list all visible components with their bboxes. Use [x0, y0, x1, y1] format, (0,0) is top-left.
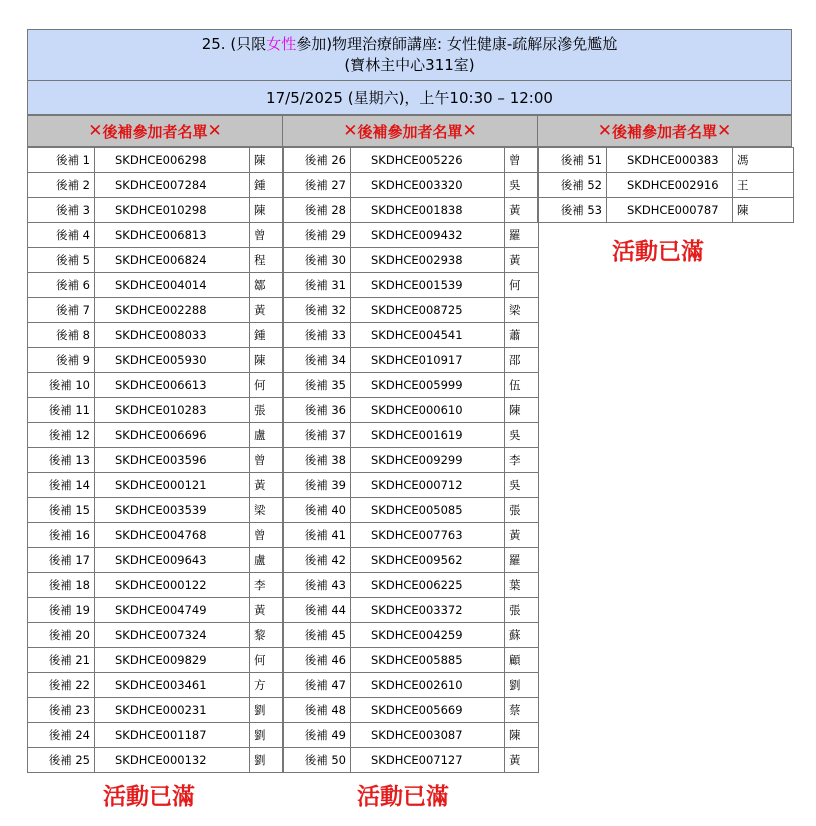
member-surname: 盧	[250, 423, 284, 448]
member-surname: 伍	[505, 373, 539, 398]
waitlist-number: 後補 9	[28, 348, 95, 373]
table-row	[28, 398, 284, 423]
member-surname: 邵	[505, 348, 539, 373]
member-surname: 張	[250, 398, 284, 423]
waitlist-number: 後補 49	[283, 723, 351, 748]
member-code: SKDHCE008033	[95, 323, 250, 348]
waitlist-number: 後補 25	[28, 748, 95, 773]
waitlist-number: 後補 39	[283, 473, 351, 498]
table-row	[28, 548, 284, 573]
member-code: SKDHCE004014	[95, 273, 250, 298]
member-surname: 葉	[505, 573, 539, 598]
member-code: SKDHCE002916	[607, 173, 733, 198]
member-surname: 黃	[250, 473, 284, 498]
member-surname: 黃	[505, 198, 539, 223]
member-surname: 馮	[733, 148, 794, 173]
member-surname: 劉	[250, 723, 284, 748]
table-row	[283, 398, 539, 423]
waitlist-number: 後補 41	[283, 523, 351, 548]
member-code: SKDHCE003539	[95, 498, 250, 523]
table-row	[28, 323, 284, 348]
waitlist-number: 後補 14	[28, 473, 95, 498]
table-row	[28, 148, 284, 173]
waitlist-table-2	[282, 147, 539, 773]
member-code: SKDHCE001838	[351, 198, 505, 223]
member-code: SKDHCE003372	[351, 598, 505, 623]
member-code: SKDHCE004541	[351, 323, 505, 348]
member-code: SKDHCE004749	[95, 598, 250, 623]
event-full-label: 活動已滿	[357, 784, 449, 810]
event-full-label: 活動已滿	[103, 784, 195, 810]
table-row	[283, 498, 539, 523]
cross-icon: ✕	[207, 121, 222, 141]
member-surname: 羅	[505, 548, 539, 573]
member-surname: 李	[250, 573, 284, 598]
table-row	[283, 523, 539, 548]
member-surname: 方	[250, 673, 284, 698]
member-code: SKDHCE005226	[351, 148, 505, 173]
member-code: SKDHCE006824	[95, 248, 250, 273]
table-row	[538, 148, 794, 173]
table-row	[28, 348, 284, 373]
table-row	[28, 723, 284, 748]
member-surname: 黃	[250, 598, 284, 623]
cross-icon: ✕	[717, 121, 732, 141]
table-row	[283, 548, 539, 573]
member-surname: 蘇	[505, 623, 539, 648]
waitlist-number: 後補 35	[283, 373, 351, 398]
waitlist-number: 後補 7	[28, 298, 95, 323]
waitlist-number: 後補 1	[28, 148, 95, 173]
member-surname: 陳	[250, 198, 284, 223]
member-surname: 陳	[505, 398, 539, 423]
table-row	[28, 748, 284, 773]
table-row	[28, 473, 284, 498]
table-row	[28, 223, 284, 248]
waitlist-header-label: 後補參加者名單	[357, 122, 463, 141]
member-surname: 陳	[505, 723, 539, 748]
member-surname: 鄒	[250, 273, 284, 298]
cross-icon: ✕	[343, 121, 358, 141]
waitlist-number: 後補 36	[283, 398, 351, 423]
table-row	[283, 323, 539, 348]
waitlist-number: 後補 2	[28, 173, 95, 198]
member-code: SKDHCE006298	[95, 148, 250, 173]
member-surname: 劉	[505, 673, 539, 698]
table-row	[538, 173, 794, 198]
table-row	[283, 623, 539, 648]
table-row	[283, 723, 539, 748]
table-row	[283, 423, 539, 448]
waitlist-header-label: 後補參加者名單	[102, 122, 208, 141]
member-code: SKDHCE000787	[607, 198, 733, 223]
member-code: SKDHCE007324	[95, 623, 250, 648]
member-code: SKDHCE000122	[95, 573, 250, 598]
member-code: SKDHCE000121	[95, 473, 250, 498]
member-code: SKDHCE002288	[95, 298, 250, 323]
member-surname: 陳	[250, 148, 284, 173]
member-surname: 何	[250, 373, 284, 398]
table-row	[283, 698, 539, 723]
waitlist-number: 後補 12	[28, 423, 95, 448]
member-surname: 吳	[505, 473, 539, 498]
waitlist-number: 後補 3	[28, 198, 95, 223]
member-surname: 陳	[733, 198, 794, 223]
waitlist-number: 後補 52	[538, 173, 607, 198]
member-code: SKDHCE005885	[351, 648, 505, 673]
table-row	[28, 423, 284, 448]
waitlist-header-1	[27, 115, 283, 147]
member-code: SKDHCE009829	[95, 648, 250, 673]
member-code: SKDHCE001619	[351, 423, 505, 448]
member-surname: 黃	[505, 248, 539, 273]
waitlist-number: 後補 40	[283, 498, 351, 523]
waitlist-number: 後補 13	[28, 448, 95, 473]
waitlist-number: 後補 44	[283, 598, 351, 623]
event-full-label: 活動已滿	[612, 239, 704, 265]
member-code: SKDHCE007284	[95, 173, 250, 198]
member-surname: 何	[250, 648, 284, 673]
table-row	[28, 698, 284, 723]
waitlist-number: 後補 29	[283, 223, 351, 248]
title-highlight: 女性	[266, 35, 297, 53]
waitlist-number: 後補 16	[28, 523, 95, 548]
member-surname: 梁	[250, 498, 284, 523]
member-code: SKDHCE003320	[351, 173, 505, 198]
waitlist-number: 後補 5	[28, 248, 95, 273]
waitlist-number: 後補 8	[28, 323, 95, 348]
table-row	[283, 673, 539, 698]
member-code: SKDHCE007763	[351, 523, 505, 548]
table-row	[28, 598, 284, 623]
member-code: SKDHCE009432	[351, 223, 505, 248]
member-code: SKDHCE004259	[351, 623, 505, 648]
member-surname: 陳	[250, 348, 284, 373]
member-code: SKDHCE010917	[351, 348, 505, 373]
member-surname: 鍾	[250, 173, 284, 198]
member-surname: 李	[505, 448, 539, 473]
member-surname: 張	[505, 498, 539, 523]
table-row	[28, 173, 284, 198]
event-location: (寶林主中心311室)	[344, 56, 475, 74]
member-surname: 蔡	[505, 698, 539, 723]
member-surname: 曾	[250, 448, 284, 473]
waitlist-number: 後補 32	[283, 298, 351, 323]
member-code: SKDHCE007127	[351, 748, 505, 773]
waitlist-header-2	[282, 115, 538, 147]
title-prefix: 25. (只限	[201, 35, 267, 53]
waitlist-number: 後補 23	[28, 698, 95, 723]
waitlist-number: 後補 43	[283, 573, 351, 598]
member-surname: 黎	[250, 623, 284, 648]
table-row	[28, 673, 284, 698]
waitlist-number: 後補 50	[283, 748, 351, 773]
table-row	[283, 473, 539, 498]
waitlist-number: 後補 4	[28, 223, 95, 248]
waitlist-number: 後補 46	[283, 648, 351, 673]
waitlist-number: 後補 22	[28, 673, 95, 698]
member-code: SKDHCE005669	[351, 698, 505, 723]
member-code: SKDHCE006613	[95, 373, 250, 398]
table-row	[283, 648, 539, 673]
waitlist-number: 後補 10	[28, 373, 95, 398]
member-surname: 黃	[250, 298, 284, 323]
member-surname: 梁	[505, 298, 539, 323]
waitlist-number: 後補 19	[28, 598, 95, 623]
waitlist-header-3	[537, 115, 792, 147]
table-row	[283, 348, 539, 373]
cross-icon: ✕	[88, 121, 103, 141]
table-row	[283, 373, 539, 398]
waitlist-number: 後補 51	[538, 148, 607, 173]
cross-icon: ✕	[462, 121, 477, 141]
member-surname: 吳	[505, 173, 539, 198]
member-code: SKDHCE010283	[95, 398, 250, 423]
member-code: SKDHCE005999	[351, 373, 505, 398]
table-row	[283, 748, 539, 773]
waitlist-number: 後補 45	[283, 623, 351, 648]
table-row	[283, 298, 539, 323]
waitlist-number: 後補 24	[28, 723, 95, 748]
waitlist-header-label: 後補參加者名單	[611, 122, 717, 141]
table-row	[28, 448, 284, 473]
table-row	[283, 248, 539, 273]
member-surname: 吳	[505, 423, 539, 448]
table-row	[283, 198, 539, 223]
waitlist-number: 後補 11	[28, 398, 95, 423]
member-surname: 蕭	[505, 323, 539, 348]
table-row	[28, 248, 284, 273]
table-row	[283, 598, 539, 623]
member-surname: 曾	[250, 223, 284, 248]
member-surname: 鍾	[250, 323, 284, 348]
member-surname: 劉	[250, 748, 284, 773]
member-surname: 何	[505, 273, 539, 298]
event-title	[28, 30, 791, 81]
waitlist-table-3	[537, 147, 794, 223]
waitlist-table-1	[27, 147, 284, 773]
waitlist-number: 後補 33	[283, 323, 351, 348]
table-row	[283, 173, 539, 198]
waitlist-number: 後補 15	[28, 498, 95, 523]
member-surname: 顧	[505, 648, 539, 673]
waitlist-number: 後補 18	[28, 573, 95, 598]
waitlist-number: 後補 28	[283, 198, 351, 223]
member-code: SKDHCE008725	[351, 298, 505, 323]
member-surname: 程	[250, 248, 284, 273]
table-row	[28, 648, 284, 673]
member-code: SKDHCE006225	[351, 573, 505, 598]
member-surname: 黃	[505, 748, 539, 773]
table-row	[28, 298, 284, 323]
table-row	[283, 448, 539, 473]
event-date: 17/5/2025 (星期六)，上午10:30 – 12:00	[266, 89, 553, 107]
table-row	[28, 273, 284, 298]
member-code: SKDHCE006813	[95, 223, 250, 248]
table-row	[28, 623, 284, 648]
member-surname: 張	[505, 598, 539, 623]
table-row	[28, 198, 284, 223]
waitlist-number: 後補 6	[28, 273, 95, 298]
waitlist-number: 後補 48	[283, 698, 351, 723]
waitlist-number: 後補 37	[283, 423, 351, 448]
waitlist-number: 後補 27	[283, 173, 351, 198]
table-row	[283, 148, 539, 173]
member-code: SKDHCE000132	[95, 748, 250, 773]
member-code: SKDHCE000610	[351, 398, 505, 423]
member-code: SKDHCE003461	[95, 673, 250, 698]
waitlist-number: 後補 38	[283, 448, 351, 473]
waitlist-number: 後補 42	[283, 548, 351, 573]
member-surname: 羅	[505, 223, 539, 248]
member-surname: 黃	[505, 523, 539, 548]
member-surname: 劉	[250, 698, 284, 723]
table-row	[28, 523, 284, 548]
member-code: SKDHCE009299	[351, 448, 505, 473]
member-surname: 曾	[250, 523, 284, 548]
member-code: SKDHCE000231	[95, 698, 250, 723]
waitlist-number: 後補 21	[28, 648, 95, 673]
waitlist-number: 後補 26	[283, 148, 351, 173]
member-code: SKDHCE005085	[351, 498, 505, 523]
cross-icon: ✕	[597, 121, 612, 141]
event-title-line	[202, 34, 618, 55]
member-surname: 王	[733, 173, 794, 198]
waitlist-number: 後補 30	[283, 248, 351, 273]
member-code: SKDHCE000383	[607, 148, 733, 173]
table-row	[28, 498, 284, 523]
member-code: SKDHCE000712	[351, 473, 505, 498]
member-code: SKDHCE009643	[95, 548, 250, 573]
waitlist-number: 後補 20	[28, 623, 95, 648]
member-code: SKDHCE005930	[95, 348, 250, 373]
waitlist-number: 後補 17	[28, 548, 95, 573]
member-code: SKDHCE006696	[95, 423, 250, 448]
event-header	[27, 29, 792, 115]
table-row	[283, 273, 539, 298]
member-code: SKDHCE003596	[95, 448, 250, 473]
waitlist-number: 後補 47	[283, 673, 351, 698]
table-row	[28, 573, 284, 598]
waitlist-number: 後補 34	[283, 348, 351, 373]
member-code: SKDHCE010298	[95, 198, 250, 223]
member-surname: 盧	[250, 548, 284, 573]
member-surname: 曾	[505, 148, 539, 173]
waitlist-number: 後補 31	[283, 273, 351, 298]
member-code: SKDHCE001187	[95, 723, 250, 748]
table-row	[283, 223, 539, 248]
member-code: SKDHCE001539	[351, 273, 505, 298]
member-code: SKDHCE002610	[351, 673, 505, 698]
table-row	[283, 573, 539, 598]
member-code: SKDHCE002938	[351, 248, 505, 273]
table-row	[28, 373, 284, 398]
table-row	[538, 198, 794, 223]
member-code: SKDHCE004768	[95, 523, 250, 548]
waitlist-number: 後補 53	[538, 198, 607, 223]
member-code: SKDHCE003087	[351, 723, 505, 748]
title-suffix: 參加)物理治療師講座: 女性健康-疏解尿滲免尷尬	[296, 35, 618, 53]
member-code: SKDHCE009562	[351, 548, 505, 573]
